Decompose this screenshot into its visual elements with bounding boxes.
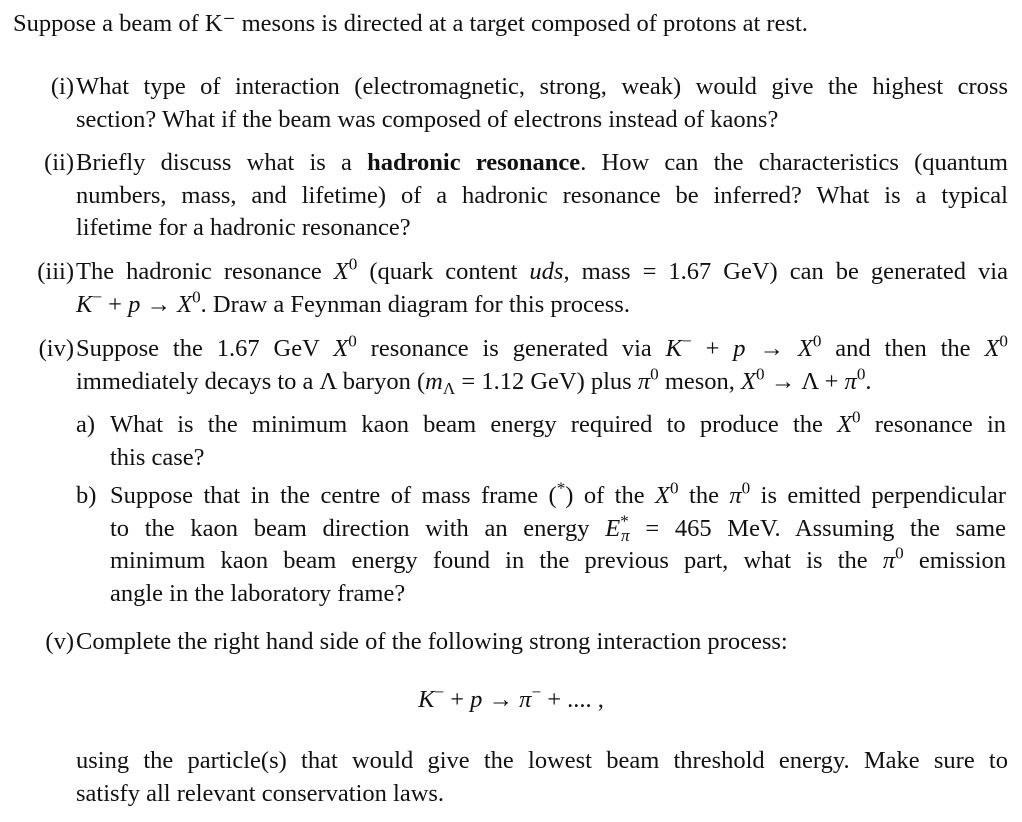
part-text-line: Complete the right hand side of the following strong interaction process: — [76, 628, 788, 655]
part-label: (i) — [50, 73, 74, 100]
subpart-label: a) — [76, 411, 96, 438]
question-part-v — [18, 626, 1008, 659]
question-subpart-a — [76, 409, 1006, 474]
part-label: (ii) — [44, 149, 74, 176]
question-subpart-b — [76, 480, 1006, 610]
part-text-line: $K^- + p \to X^0$. Draw a Feynman diagram for this process. — [76, 287, 630, 318]
part-text-line: satisfy all relevant conservation laws. — [76, 779, 445, 807]
question-part-i — [18, 71, 1008, 136]
part-text-line: angle in the laboratory frame? — [110, 579, 406, 607]
part-label: (iii) — [37, 258, 74, 285]
part-text-line: this case? — [110, 443, 205, 471]
part-text-line: to the kaon beam direction with an energy $E^*_\pi = 465$ MeV. Assuming the same — [110, 511, 1006, 545]
part-text-line: Briefly discuss what is a hadronic resonance. How can the characteristics (quantum — [76, 149, 1008, 176]
part-text-line: immediately decays to a Λ baryon ($m_\Lambda = 1.12$ GeV) plus $\pi^0$ meson, $X^0 \to \Lambda + \pi^0$. — [76, 364, 872, 398]
question-part-ii — [18, 147, 1008, 245]
part-text-line: using the particle(s) that would give the lowest beam threshold energy. Make sure to — [76, 747, 1008, 774]
part-label: (v) — [45, 628, 74, 655]
part-text-line: lifetime for a hadronic resonance? — [76, 214, 411, 241]
part-text-line: What type of interaction (electromagnetic, strong, weak) would give the highest cross — [76, 73, 1008, 100]
part-text-line: Suppose the 1.67 GeV $X^0$ resonance is generated via $K^- + p \to X^0$ and then the $X^0$ — [76, 331, 1008, 362]
question-part-v-continued — [18, 745, 1008, 810]
part-text-line: minimum kaon beam energy found in the previous part, what is the $\pi^0$ emission — [110, 543, 1007, 574]
part-text-line: The hadronic resonance $X^0$ (quark content uds, mass = 1.67 GeV) can be generated via — [76, 254, 1008, 285]
part-text-line: What is the minimum kaon beam energy required to produce the $X^0$ resonance in — [110, 407, 1006, 438]
reaction-equation: K− + p → π− + .... , — [418, 682, 604, 713]
part-text-line: numbers, mass, and lifetime) of a hadronic resonance be inferred? What is a typical — [76, 181, 1008, 209]
question-part-iii — [18, 256, 1008, 321]
part-text-line: Suppose that in the centre of mass frame (*) of the $X^0$ the $\pi^0$ is emitted perpendicular — [110, 478, 1007, 509]
part-text-line: section? What if the beam was composed of electrons instead of kaons? — [76, 105, 779, 133]
intro-paragraph: Suppose a beam of K⁻ mesons is directed at a target composed of protons at rest. — [13, 10, 808, 37]
part-label: (iv) — [38, 335, 74, 362]
subpart-label: b) — [76, 482, 97, 509]
term-hadronic-resonance: hadronic resonance — [367, 149, 581, 176]
question-part-iv — [18, 333, 1008, 398]
